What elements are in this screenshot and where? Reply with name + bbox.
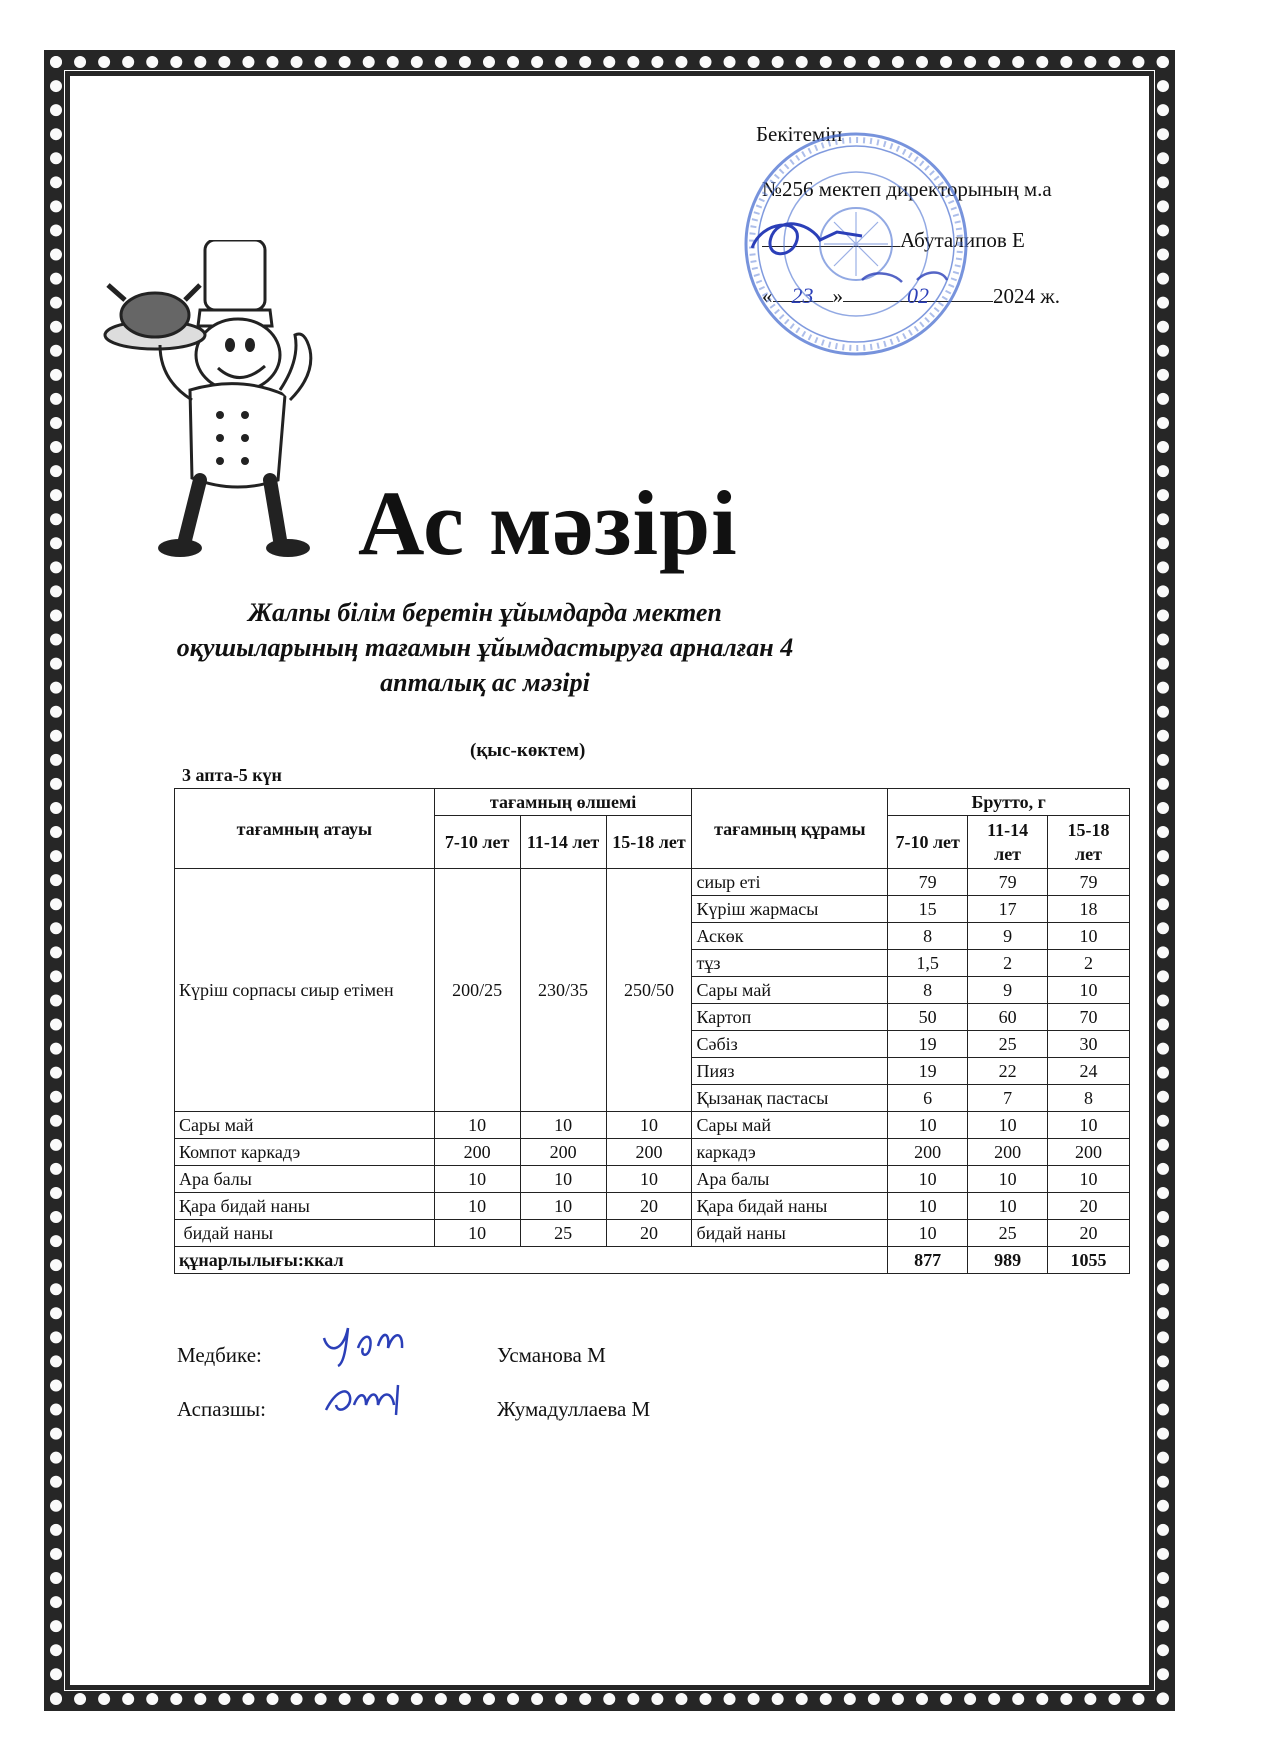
portion-value: 10	[606, 1112, 692, 1139]
header-age-7-10: 7-10 лет	[434, 816, 520, 869]
main-dish-name: Күріш сорпасы сиыр етімен	[175, 869, 435, 1112]
gross-value: 10	[888, 1166, 968, 1193]
main-dish-portion: 230/35	[520, 869, 606, 1112]
ingredient-name: Пияз	[692, 1058, 888, 1085]
gross-value: 10	[888, 1112, 968, 1139]
gross-value: 6	[888, 1085, 968, 1112]
gross-value: 1,5	[888, 950, 968, 977]
week-day-label: 3 апта-5 күн	[182, 765, 282, 785]
table-row	[175, 1166, 1130, 1193]
date-year: 2024 ж.	[993, 284, 1061, 308]
gross-value: 9	[968, 977, 1048, 1004]
portion-value: 10	[434, 1166, 520, 1193]
date-open-quote: «	[762, 284, 773, 308]
gross-value: 25	[968, 1031, 1048, 1058]
ingredient-name: Аскөк	[692, 923, 888, 950]
gross-value: 24	[1048, 1058, 1130, 1085]
page-subtitle: Жалпы білім беретін ұйымдарда мектеп оқушыларының тағамын ұйымдастыруға арналған 4 апталық ас мәзірі	[176, 598, 794, 697]
total-label: құнарлылығы:ккал	[175, 1247, 888, 1274]
ingredient-name: Қара бидай наны	[692, 1193, 888, 1220]
gross-value: 19	[888, 1058, 968, 1085]
gross-value: 79	[888, 869, 968, 896]
main-dish-portion: 200/25	[434, 869, 520, 1112]
table-row	[175, 1193, 1130, 1220]
gross-value: 200	[968, 1139, 1048, 1166]
header-portion: тағамның өлшемі	[434, 789, 692, 816]
gross-value: 10	[888, 1220, 968, 1247]
nurse-signature-icon	[318, 1318, 418, 1368]
header-age-11-14: 11-14 лет	[520, 816, 606, 869]
gross-value: 10	[1048, 977, 1130, 1004]
ingredient-name: бидай наны	[692, 1220, 888, 1247]
portion-value: 10	[434, 1220, 520, 1247]
chef-illustration-icon	[100, 240, 330, 570]
total-row	[175, 1247, 1130, 1274]
official-stamp-icon	[742, 130, 970, 358]
portion-value: 200	[606, 1139, 692, 1166]
portion-value: 10	[520, 1193, 606, 1220]
main-dish-portion: 250/50	[606, 869, 692, 1112]
gross-value: 8	[888, 923, 968, 950]
dish-name: бидай наны	[175, 1220, 435, 1247]
header-dish-name: тағамның атауы	[175, 789, 435, 869]
portion-value: 10	[606, 1166, 692, 1193]
page-title: Ас мәзірі	[358, 472, 738, 574]
gross-value: 2	[1048, 950, 1130, 977]
portion-value: 20	[606, 1193, 692, 1220]
gross-value: 30	[1048, 1031, 1130, 1058]
dish-name: Компот каркадэ	[175, 1139, 435, 1166]
gross-value: 79	[968, 869, 1048, 896]
ingredient-name: Сары май	[692, 1112, 888, 1139]
portion-value: 10	[434, 1112, 520, 1139]
gross-value: 18	[1048, 896, 1130, 923]
gross-value: 8	[888, 977, 968, 1004]
gross-value: 200	[1048, 1139, 1130, 1166]
cook-signature-icon	[318, 1375, 418, 1425]
ingredient-name: Күріш жармасы	[692, 896, 888, 923]
header-gross-age-15-18: 15-18 лет	[1048, 816, 1130, 869]
gross-value: 25	[968, 1220, 1048, 1247]
table-row	[175, 869, 1130, 896]
gross-value: 7	[968, 1085, 1048, 1112]
ingredient-name: каркадэ	[692, 1139, 888, 1166]
gross-value: 17	[968, 896, 1048, 923]
approval-label: Бекітемін	[756, 122, 843, 146]
total-value: 1055	[1048, 1247, 1130, 1274]
ingredient-name: Сәбіз	[692, 1031, 888, 1058]
gross-value: 79	[1048, 869, 1130, 896]
total-value: 877	[888, 1247, 968, 1274]
ingredient-name: сиыр еті	[692, 869, 888, 896]
ingredient-name: Қызанақ пастасы	[692, 1085, 888, 1112]
date-month: 02	[843, 283, 993, 302]
dish-name: Қара бидай наны	[175, 1193, 435, 1220]
gross-value: 10	[968, 1112, 1048, 1139]
header-gross: Брутто, г	[888, 789, 1130, 816]
ingredient-name: Ара балы	[692, 1166, 888, 1193]
header-gross-age-11-14: 11-14 лет	[968, 816, 1048, 869]
gross-value: 60	[968, 1004, 1048, 1031]
nurse-name: Усманова М	[497, 1343, 606, 1367]
date-day: 23	[773, 283, 833, 302]
gross-value: 200	[888, 1139, 968, 1166]
gross-value: 10	[1048, 923, 1130, 950]
gross-value: 2	[968, 950, 1048, 977]
portion-value: 20	[606, 1220, 692, 1247]
menu-table	[174, 788, 1130, 1274]
table-row	[175, 1139, 1130, 1166]
portion-value: 25	[520, 1220, 606, 1247]
approval-position: №256 мектеп директорының м.а	[762, 177, 1052, 201]
portion-value: 200	[520, 1139, 606, 1166]
date-close-quote: »	[832, 284, 843, 308]
gross-value: 10	[968, 1166, 1048, 1193]
ingredient-name: Сары май	[692, 977, 888, 1004]
season-label: (қыс-көктем)	[470, 740, 586, 761]
header-composition: тағамның құрамы	[692, 789, 888, 869]
gross-value: 20	[1048, 1193, 1130, 1220]
gross-value: 9	[968, 923, 1048, 950]
gross-value: 19	[888, 1031, 968, 1058]
ingredient-name: Картоп	[692, 1004, 888, 1031]
gross-value: 22	[968, 1058, 1048, 1085]
header-age-15-18: 15-18 лет	[606, 816, 692, 869]
gross-value: 10	[968, 1193, 1048, 1220]
gross-value: 15	[888, 896, 968, 923]
gross-value: 10	[888, 1193, 968, 1220]
gross-value: 8	[1048, 1085, 1130, 1112]
gross-value: 70	[1048, 1004, 1130, 1031]
approval-name: Абуталипов Е	[900, 228, 1025, 252]
table-row	[175, 1220, 1130, 1247]
header-gross-age-7-10: 7-10 лет	[888, 816, 968, 869]
gross-value: 50	[888, 1004, 968, 1031]
cook-name: Жумадуллаева М	[497, 1397, 651, 1421]
portion-value: 10	[520, 1112, 606, 1139]
gross-value: 10	[1048, 1166, 1130, 1193]
dish-name: Ара балы	[175, 1166, 435, 1193]
total-value: 989	[968, 1247, 1048, 1274]
portion-value: 10	[434, 1193, 520, 1220]
portion-value: 10	[520, 1166, 606, 1193]
gross-value: 20	[1048, 1220, 1130, 1247]
dish-name: Сары май	[175, 1112, 435, 1139]
portion-value: 200	[434, 1139, 520, 1166]
ingredient-name: тұз	[692, 950, 888, 977]
table-row	[175, 1112, 1130, 1139]
nurse-label: Медбике:	[177, 1343, 262, 1367]
gross-value: 10	[1048, 1112, 1130, 1139]
cook-label: Аспазшы:	[177, 1397, 266, 1421]
